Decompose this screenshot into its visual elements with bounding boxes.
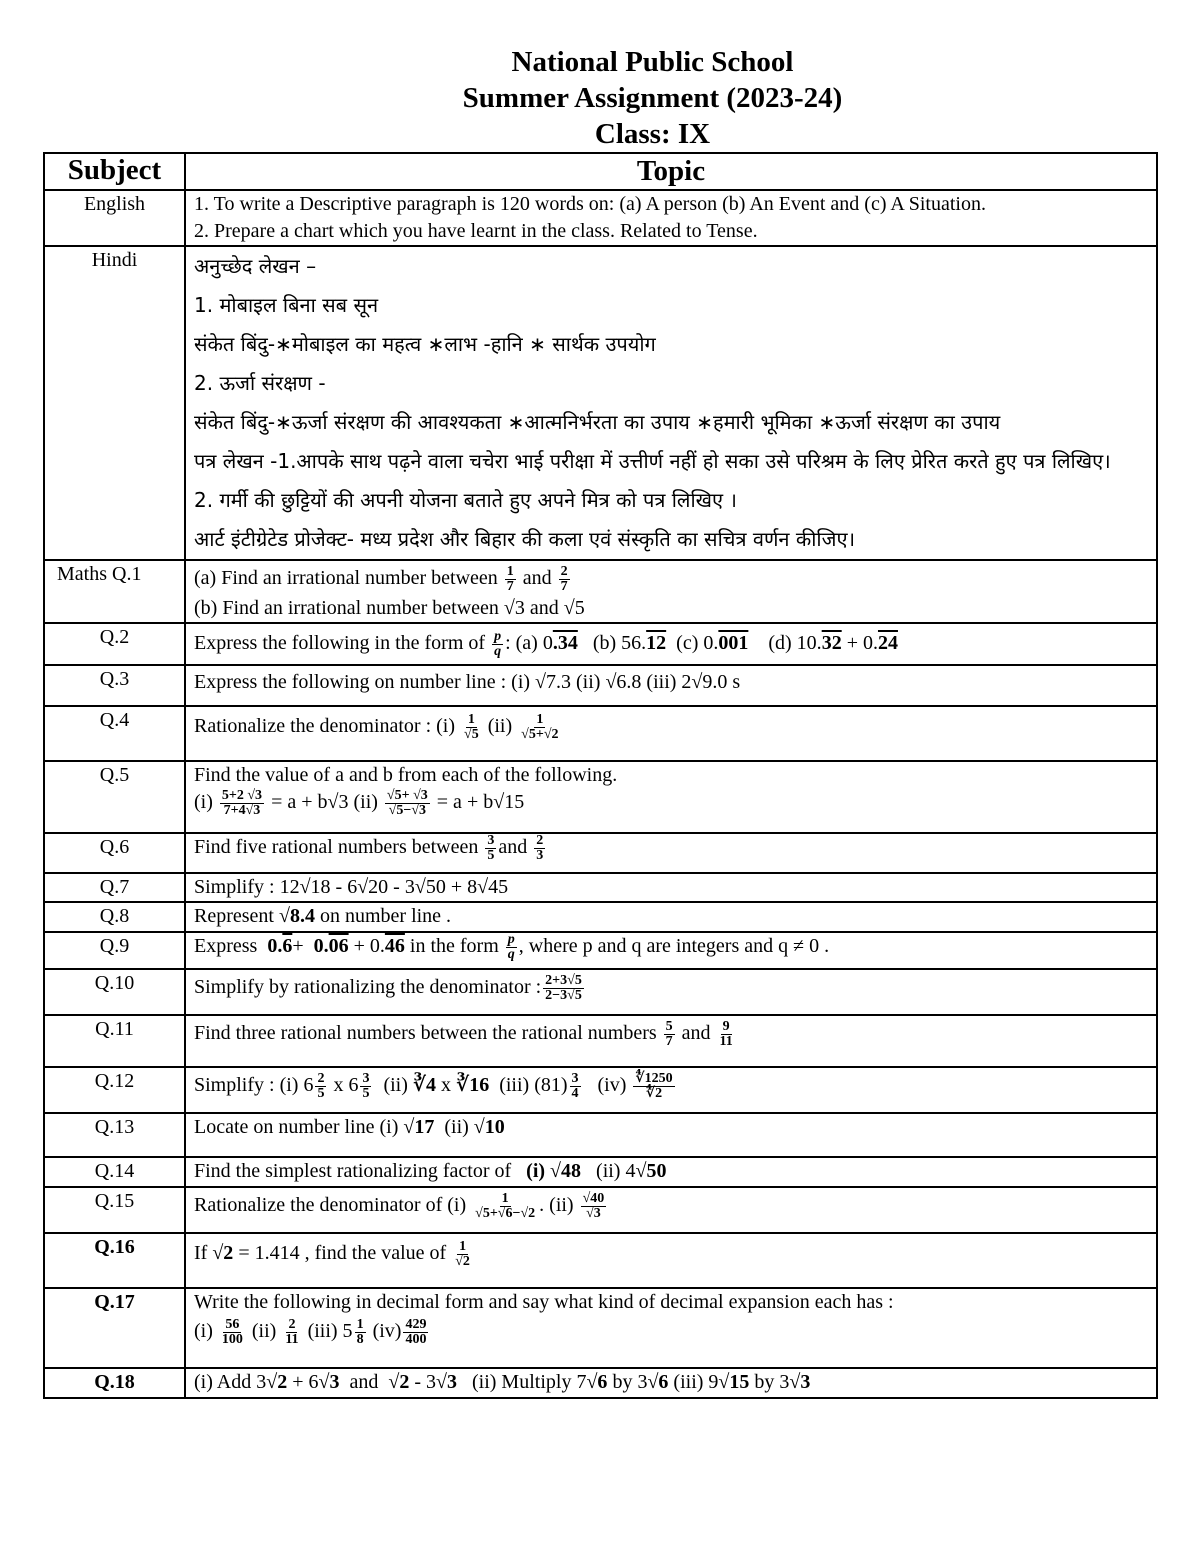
table-row: [44, 1368, 1157, 1398]
topic-cell: Simplify : (i) 6 $\frac{2}{5}$ x 6 $\frac{3}{5}$ (ii) ∛4 x ∛16 (iii) (81) $\frac{3}{4}$ (iv) $\frac{∜1250}{∜2}$: [185, 1067, 1157, 1113]
fraction: $\frac{p}{q}$: [507, 932, 515, 962]
fraction: $\frac{2+3√5}{2-3√5}$: [545, 973, 582, 1003]
fraction: $\frac{1}{√5}$: [464, 712, 479, 742]
topic-line: 1. मोबाइल बिना सब सून: [194, 293, 379, 317]
table-row: [44, 1187, 1157, 1233]
subject-cell: Hindi: [44, 246, 185, 560]
fraction: $\frac{3}{4}$: [571, 1071, 579, 1101]
fraction: $\frac{429}{400}$: [405, 1317, 427, 1347]
question-number: Q.7: [44, 873, 185, 902]
table-row: [44, 1015, 1157, 1067]
table-row: [44, 560, 1157, 623]
topic-line: संकेत बिंदु-∗ऊर्जा संरक्षण की आवश्यकता ∗आत्मनिर्भरता का उपाय ∗हमारी भूमिका ∗ऊर्जा संरक्षण का उपाय: [194, 410, 1001, 434]
fraction: $\frac{5}{7}$: [665, 1019, 673, 1049]
topic-line: 2. ऊर्जा संरक्षण -: [194, 371, 326, 395]
topic-cell: Find the value of a and b from each of the following. (i) $\frac{5+2 √3}{7+4√3}$ = a + b√3 (ii) $\frac{√5+ √3}{√5-√3}$ = a + b√15: [185, 761, 1157, 833]
topic-cell: [185, 246, 1157, 560]
question-text: Express the following on number line : (i) √7.3 (ii) √6.8 (iii) 2√9.0 s: [185, 665, 1157, 706]
question-text: Simplify : 12√18 - 6√20 - 3√50 + 8√45: [185, 873, 1157, 902]
fraction: $\frac{√5+ √3}{√5-√3}$: [386, 788, 428, 818]
topic-header: Topic: [185, 153, 1157, 190]
fraction: $\frac{∜1250}{∜2}$: [635, 1071, 673, 1101]
topic-line: 2. Prepare a chart which you have learnt in the class. Related to Tense.: [194, 220, 758, 242]
question-number: Q.6: [44, 833, 185, 873]
fraction: $\frac{p}{q}$: [494, 628, 502, 659]
question-text: (b) Find an irrational number between √3 and √5: [194, 597, 585, 619]
topic-line: पत्र लेखन -1.आपके साथ पढ़ने वाला चचेरा भाई परीक्षा में उत्तीर्ण नहीं हो सका उसे परिश्रम के लिए प्रेरित करते हुए पत्र लिखिए।: [194, 449, 1111, 473]
question-number: Q.2: [44, 623, 185, 665]
table-header-row: [44, 153, 1157, 190]
question-number: Q.16: [44, 1233, 185, 1288]
table-row: [44, 902, 1157, 932]
fraction: $\frac{2}{7}$: [560, 563, 568, 594]
school-name: National Public School: [511, 46, 794, 78]
topic-line: संकेत बिंदु-∗मोबाइल का महत्व ∗लाभ -हानि ∗ सार्थक उपयोग: [194, 332, 656, 356]
question-number: Q.11: [44, 1015, 185, 1067]
table-row: [44, 1113, 1157, 1157]
topic-cell: [185, 560, 1157, 623]
fraction: $\frac{5+2 √3}{7+4√3}$: [221, 788, 263, 818]
question-number: Q.17: [44, 1288, 185, 1368]
fraction: $\frac{1}{√5+√2}$: [521, 712, 559, 742]
topic-cell: Represent √8.4 on number line .: [185, 902, 1157, 932]
topic-cell: Rationalize the denominator of (i) $\frac{1}{√5+√6-√2}$ . (ii) $\frac{√40}{√3}$: [185, 1187, 1157, 1233]
subject-cell: Maths Q.1: [44, 560, 185, 623]
table-row: [44, 623, 1157, 665]
question-number: Q.14: [44, 1157, 185, 1187]
topic-line: अनुच्छेद लेखन –: [194, 254, 317, 278]
question-number: Q.9: [44, 932, 185, 969]
assignment-title: Summer Assignment (2023-24): [462, 82, 843, 114]
topic-cell: [185, 190, 1157, 246]
fraction: $\frac{56}{100}$: [221, 1317, 243, 1347]
question-text: (a) Find an irrational number between: [194, 567, 498, 589]
topic-cell: Simplify by rationalizing the denominator : $\frac{2+3√5}{2-3√5}$: [185, 969, 1157, 1015]
fraction: $\frac{2}{3}$: [536, 833, 544, 863]
fraction: $\frac{1}{8}$: [356, 1317, 364, 1347]
topic-cell: Find five rational numbers between $\frac{3}{5}$ and $\frac{2}{3}$: [185, 833, 1157, 873]
table-row: [44, 1233, 1157, 1288]
fraction: $\frac{1}{√2}$: [455, 1239, 470, 1269]
subject-header: Subject: [44, 153, 185, 190]
assignment-table: [43, 152, 1158, 1399]
fraction: $\frac{9}{11}$: [719, 1019, 733, 1049]
question-number: Q.15: [44, 1187, 185, 1233]
fraction: $\frac{√40}{√3}$: [582, 1191, 605, 1221]
table-row: [44, 706, 1157, 761]
page-header: [0, 44, 1200, 152]
subject-cell: English: [44, 190, 185, 246]
table-row: [44, 873, 1157, 902]
question-number: Q.10: [44, 969, 185, 1015]
topic-cell: (i) Add 3√2 + 6√3 and √2 - 3√3 (ii) Multiply 7√6 by 3√6 (iii) 9√15 by 3√3: [185, 1368, 1157, 1398]
table-row: [44, 1157, 1157, 1187]
fraction: $\frac{1}{7}$: [506, 563, 514, 594]
topic-cell: Write the following in decimal form and say what kind of decimal expansion each has : (i) $\frac{56}{100}$ (ii) $\frac{2}{11}$ (iii) 5 $\frac{1}{8}$ (iv) $\frac{429}{400}$: [185, 1288, 1157, 1368]
question-number: Q.8: [44, 902, 185, 932]
topic-cell: If √2 = 1.414 , find the value of $\frac{1}{√2}$: [185, 1233, 1157, 1288]
class-label: Class: IX: [594, 118, 711, 150]
question-number: Q.18: [44, 1368, 185, 1398]
question-text: Find the value of a and b from each of the following.: [194, 764, 618, 786]
table-row: [44, 932, 1157, 969]
question-number: Q.4: [44, 706, 185, 761]
fraction: $\frac{2}{11}$: [285, 1317, 299, 1347]
topic-line: 2. गर्मी की छुट्टियों की अपनी योजना बताते हुए अपने मित्र को पत्र लिखिए ।: [194, 488, 738, 512]
question-number: Q.5: [44, 761, 185, 833]
topic-cell: Express the following in the form of $\frac{p}{q}$ : (a) 0.34 (b) 56.12 (c) 0.001 (d) 10.32 + 0.24: [185, 623, 1157, 665]
question-number: Q.12: [44, 1067, 185, 1113]
fraction: $\frac{3}{5}$: [487, 833, 495, 863]
table-row: [44, 1288, 1157, 1368]
question-text: Write the following in decimal form and say what kind of decimal expansion each has :: [194, 1291, 894, 1313]
table-row: [44, 833, 1157, 873]
table-row: [44, 761, 1157, 833]
topic-cell: Find the simplest rationalizing factor of (i) √48 (ii) 4√50: [185, 1157, 1157, 1187]
table-row: [44, 665, 1157, 706]
topic-line: आर्ट इंटीग्रेटेड प्रोजेक्ट- मध्य प्रदेश और बिहार की कला एवं संस्कृति का सचित्र वर्णन कीजिए।: [194, 527, 856, 551]
question-number: Q.13: [44, 1113, 185, 1157]
topic-cell: Rationalize the denominator : (i) $\frac{1}{√5}$ (ii) $\frac{1}{√5+√2}$: [185, 706, 1157, 761]
table-row: [44, 1067, 1157, 1113]
fraction: $\frac{2}{5}$: [317, 1071, 325, 1101]
topic-cell: Express 0.6+ 0.06 + 0.46 in the form $\frac{p}{q}$ , where p and q are integers and q ≠ 0 .: [185, 932, 1157, 969]
question-text: and: [522, 567, 552, 589]
fraction: $\frac{1}{√5+√6-√2}$: [475, 1191, 536, 1221]
table-row: [44, 190, 1157, 246]
topic-cell: Find three rational numbers between the rational numbers $\frac{5}{7}$ and $\frac{9}{11}$: [185, 1015, 1157, 1067]
topic-cell: Locate on number line (i) √17 (ii) √10: [185, 1113, 1157, 1157]
table-row: [44, 969, 1157, 1015]
fraction: $\frac{3}{5}$: [362, 1071, 370, 1101]
topic-line: 1. To write a Descriptive paragraph is 120 words on: (a) A person (b) An Event and (c) A Situation.: [194, 193, 986, 215]
table-row: [44, 246, 1157, 560]
question-number: Q.3: [44, 665, 185, 706]
